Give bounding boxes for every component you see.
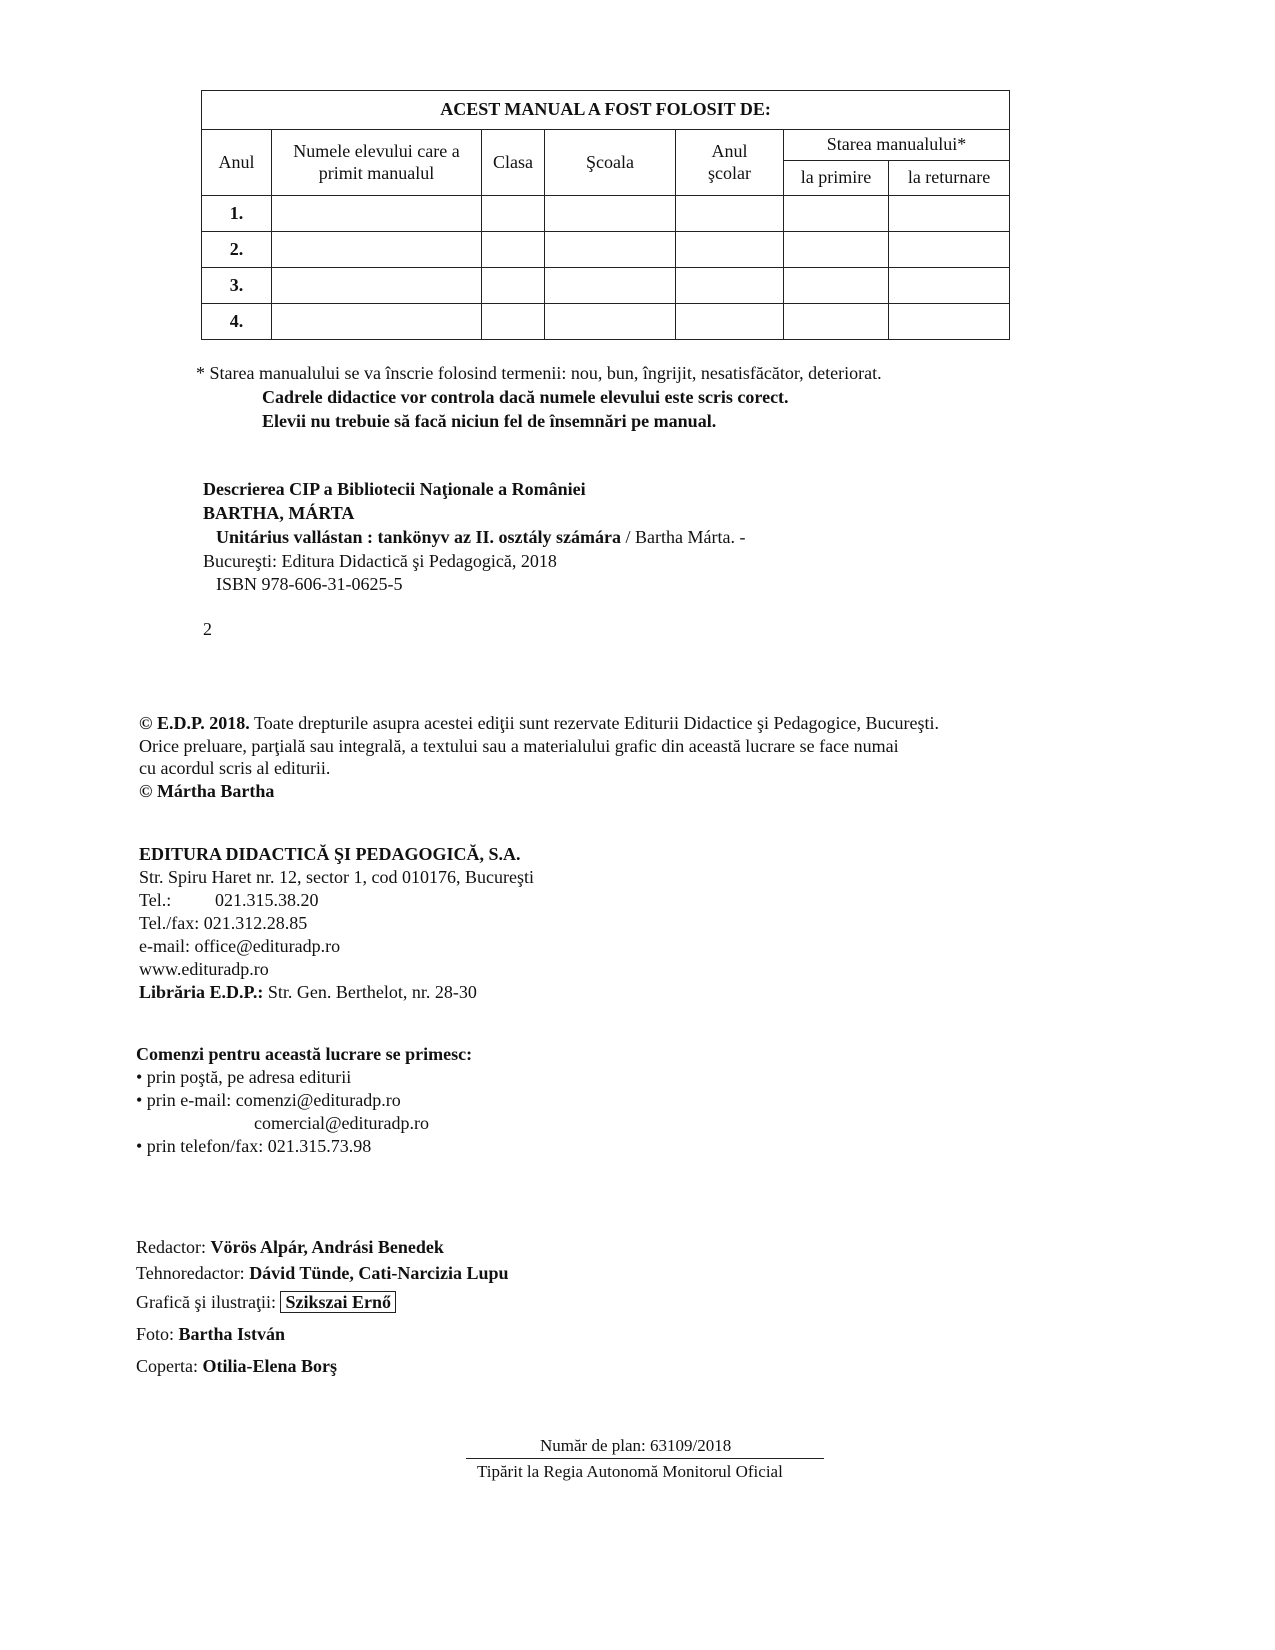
header-anul: Anul (202, 130, 272, 196)
cip-author: BARTHA, MÁRTA (203, 503, 355, 523)
table-cell[interactable] (545, 304, 676, 340)
table-cell[interactable] (272, 196, 482, 232)
cip-isbn: ISBN 978-606-31-0625-5 (216, 574, 403, 594)
teacher-note: Cadrele didactice vor controla dacă numele elevului este scris corect. (262, 387, 789, 407)
header-la-primire: la primire (784, 161, 889, 196)
tehno-label: Tehnoredactor: (136, 1263, 250, 1283)
copyright-rest: Toate drepturile asupra acestei ediţii sunt rezervate Editurii Didactice şi Pedagogice, Bucureşti. (249, 713, 939, 733)
copyright-author: © Mártha Bartha (139, 781, 275, 801)
table-cell[interactable] (272, 268, 482, 304)
cip-title (216, 526, 745, 548)
table-row (202, 304, 1010, 340)
table-cell[interactable] (676, 304, 784, 340)
table-cell[interactable] (784, 196, 889, 232)
libraria-label: Librăria E.D.P.: (139, 982, 264, 1002)
cip-heading: Descrierea CIP a Bibliotecii Naţionale a României (203, 479, 586, 499)
table-cell[interactable] (545, 196, 676, 232)
table-cell[interactable] (889, 196, 1010, 232)
credit-coperta (136, 1355, 337, 1377)
table-cell[interactable] (889, 268, 1010, 304)
credit-tehnoredactor (136, 1262, 509, 1284)
table-row (202, 196, 1010, 232)
redactor-label: Redactor: (136, 1237, 211, 1257)
publisher-web: www.edituradp.ro (139, 959, 269, 979)
coperta-name: Otilia-Elena Borş (202, 1356, 337, 1376)
table-cell[interactable] (784, 304, 889, 340)
header-anul-scolar: Anul şcolar (676, 130, 784, 196)
table-cell[interactable] (482, 232, 545, 268)
foto-label: Foto: (136, 1324, 179, 1344)
copyright-line3: cu acordul scris al editurii. (139, 758, 331, 778)
publisher-telfax: Tel./fax: 021.312.28.85 (139, 913, 308, 933)
printer: Tipărit la Regia Autonomă Monitorul Oficial (477, 1462, 783, 1481)
row-number: 2. (202, 232, 272, 268)
header-la-returnare: la returnare (889, 161, 1010, 196)
cip-publisher: Bucureşti: Editura Didactică şi Pedagogică, 2018 (203, 551, 557, 571)
student-note: Elevii nu trebuie să facă niciun fel de însemnări pe manual. (262, 411, 717, 431)
usage-table (201, 90, 1010, 340)
table-cell[interactable] (272, 232, 482, 268)
footnote: * Starea manualului se va înscrie folosind termenii: nou, bun, îngrijit, nesatisfăcător, deteriorat. (196, 363, 882, 383)
tel-value: 021.315.38.20 (215, 890, 319, 910)
table-cell[interactable] (784, 232, 889, 268)
table-cell[interactable] (889, 232, 1010, 268)
grafica-name: Szikszai Ernő (280, 1291, 396, 1313)
header-clasa: Clasa (482, 130, 545, 196)
copyright-line1 (139, 712, 939, 734)
row-number: 4. (202, 304, 272, 340)
table-cell[interactable] (545, 232, 676, 268)
publisher-email: e-mail: office@edituradp.ro (139, 936, 341, 956)
credit-redactor (136, 1236, 444, 1258)
header-numele: Numele elevului care a primit manualul (272, 130, 482, 196)
divider (466, 1458, 824, 1459)
credit-grafica (136, 1291, 396, 1313)
orders-post: • prin poştă, pe adresa editurii (136, 1067, 352, 1087)
libraria-address: Str. Gen. Berthelot, nr. 28-30 (263, 982, 477, 1002)
publisher-tel (139, 889, 319, 911)
cip-title-rest: / Bartha Márta. - (621, 527, 746, 547)
table-cell[interactable] (784, 268, 889, 304)
row-number: 3. (202, 268, 272, 304)
cip-title-bold: Unitárius vallástan : tankönyv az II. osztály számára (216, 527, 622, 547)
orders-heading: Comenzi pentru această lucrare se primesc: (136, 1044, 473, 1064)
row-number: 1. (202, 196, 272, 232)
publisher-name: EDITURA DIDACTICĂ ŞI PEDAGOGICĂ, S.A. (139, 844, 521, 864)
table-title: ACEST MANUAL A FOST FOLOSIT DE: (202, 91, 1010, 130)
table-cell[interactable] (482, 304, 545, 340)
table-cell[interactable] (482, 268, 545, 304)
orders-email-2: comercial@edituradp.ro (254, 1113, 429, 1133)
header-starea: Starea manualului* (784, 130, 1010, 161)
orders-email: • prin e-mail: comenzi@edituradp.ro (136, 1090, 401, 1110)
foto-name: Bartha István (178, 1324, 286, 1344)
publisher-address: Str. Spiru Haret nr. 12, sector 1, cod 010176, Bucureşti (139, 867, 534, 887)
table-cell[interactable] (272, 304, 482, 340)
table-cell[interactable] (676, 268, 784, 304)
table-row (202, 268, 1010, 304)
table-cell[interactable] (482, 196, 545, 232)
redactor-names: Vörös Alpár, Andrási Benedek (210, 1237, 444, 1257)
copyright-lead: © E.D.P. 2018. (139, 713, 250, 733)
table-cell[interactable] (676, 196, 784, 232)
table-row (202, 232, 1010, 268)
tel-label: Tel.: (139, 890, 172, 910)
credit-foto (136, 1323, 285, 1345)
grafica-label: Grafică şi ilustraţii: (136, 1292, 281, 1312)
plan-number: Număr de plan: 63109/2018 (540, 1436, 732, 1455)
table-cell[interactable] (545, 268, 676, 304)
table-cell[interactable] (676, 232, 784, 268)
copyright-line2: Orice preluare, parţială sau integrală, a textului sau a materialului grafic din această lucrare se face numai (139, 736, 899, 756)
cip-number: 2 (203, 619, 212, 639)
table-cell[interactable] (889, 304, 1010, 340)
tehno-names: Dávid Tünde, Cati-Narcizia Lupu (249, 1263, 509, 1283)
publisher-libraria (139, 981, 477, 1003)
coperta-label: Coperta: (136, 1356, 203, 1376)
orders-phone: • prin telefon/fax: 021.315.73.98 (136, 1136, 372, 1156)
header-scoala: Şcoala (545, 130, 676, 196)
